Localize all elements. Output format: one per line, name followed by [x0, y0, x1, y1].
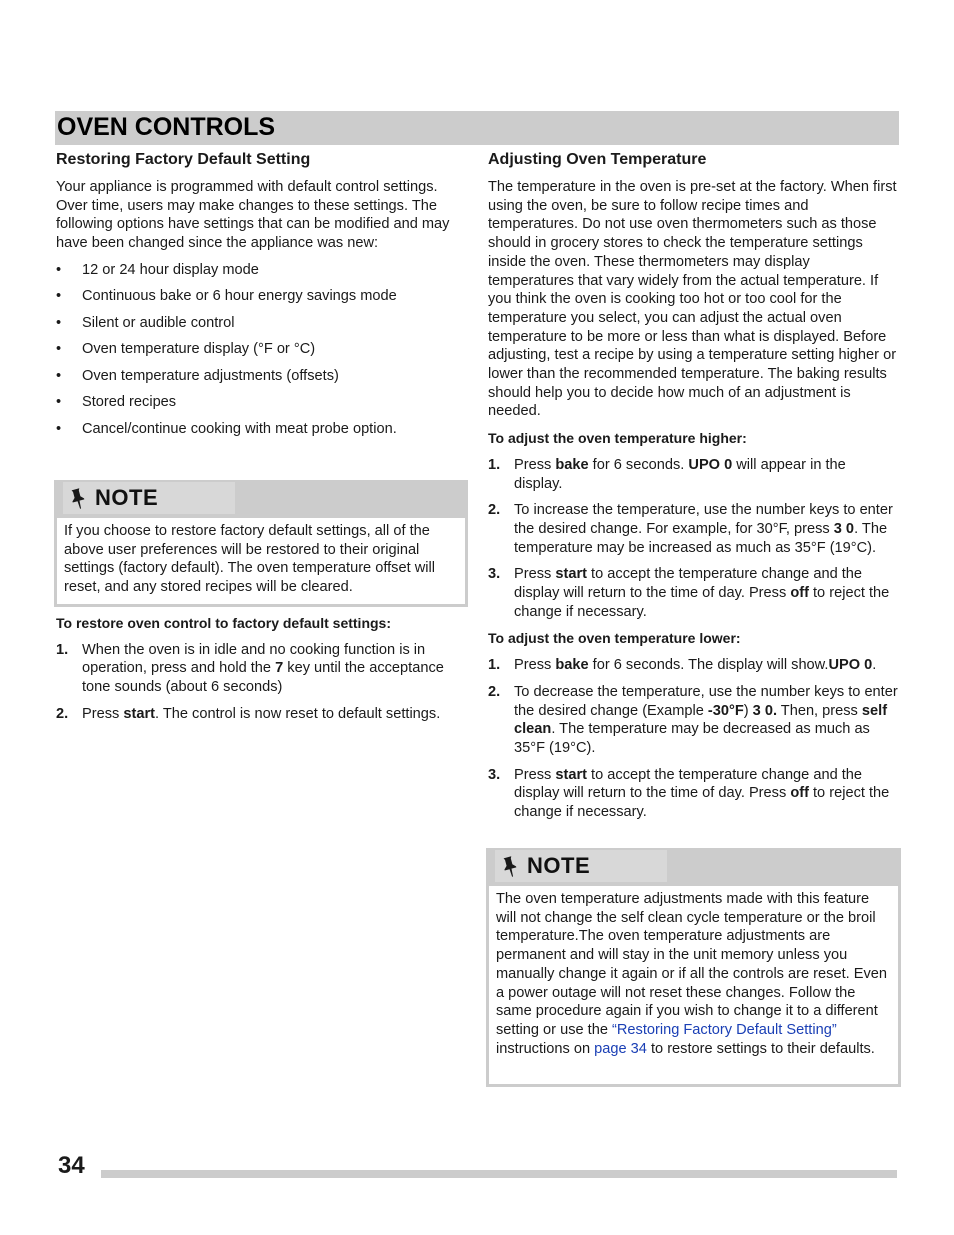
bullet-icon: •: [56, 261, 62, 278]
restore-steps-section: [56, 614, 466, 732]
bullet-icon: •: [56, 314, 62, 331]
section-header-bar: [55, 111, 899, 145]
bullet-icon: •: [56, 288, 62, 305]
restore-steps-heading: To restore oven control to factory default settings:: [56, 615, 392, 631]
page-34-link[interactable]: page 34: [594, 1040, 647, 1057]
list-item: 3. Press start to accept the temperature change and the display will return to the time of day. Press off to reject the change if necessary.: [488, 566, 890, 620]
pushpin-icon: [69, 488, 87, 510]
list-item: • Cancel/continue cooking with meat probe option.: [56, 420, 397, 437]
restore-defaults-heading: Restoring Factory Default Setting: [56, 151, 311, 168]
note-label: NOTE: [95, 485, 159, 510]
list-item: 2. To decrease the temperature, use the number keys to enter the desired change (Example -30°F) 3 0. Then, press self clean. The temperature may be decreased as much as 35°F (19°C).: [488, 683, 898, 756]
lower-steps-list: [488, 656, 898, 822]
list-item: 3. Press start to accept the temperature change and the display will return to the time of day. Press off to reject the change if necessary.: [488, 766, 890, 821]
footer-bar: [101, 1170, 897, 1178]
pushpin-icon: [501, 856, 519, 878]
list-item: • 12 or 24 hour display mode: [56, 261, 259, 278]
list-item: 1. Press bake for 6 seconds. UPO 0 will appear in the display.: [488, 456, 846, 492]
note-label: NOTE: [527, 853, 591, 878]
bullet-icon: •: [56, 341, 62, 358]
restore-steps-list: [56, 641, 466, 724]
right-column: [488, 150, 898, 830]
restoring-defaults-link[interactable]: “Restoring Factory Default Setting”: [612, 1021, 837, 1038]
restore-note-text: If you choose to restore factory default settings, all of the above user preferences will be restored to their original settings (factory default). The oven temperature offset will reset, and any stored recipes will be cleared.: [64, 523, 435, 596]
restore-defaults-intro: Your appliance is programmed with default control settings. Over time, users may make changes to these settings. The following options have settings that can be modified and may have been changed since the appliance was new:: [56, 179, 450, 252]
bullet-icon: •: [56, 394, 62, 411]
list-item: • Stored recipes: [56, 394, 177, 411]
settings-list: [56, 261, 466, 439]
adjust-note-text: The oven temperature adjustments made with this feature will not change the self clean cycle temperature or the broil temperature.The oven temperature adjustments are permanent and will stay in the unit memory unless you manually change it again or if all the controls are reset. Even a power outage will not reset these changes. Follow the same procedure again if you wish to change it to a different setting or use the “Restoring Factory Default Setting” instructions on page 34 to restore settings to their defaults.: [496, 891, 888, 1057]
note-header: [489, 848, 898, 886]
adjust-temp-heading: Adjusting Oven Temperature: [488, 151, 707, 168]
note-header: [57, 480, 465, 518]
adjust-temp-intro: The temperature in the oven is pre-set at the factory. When first using the oven, be sure to follow recipe times and temperatures. Do not use oven thermometers such as those should in grocery stores to check the temperature settings inside the oven. These thermometers may display temperatures that vary widely from the actual temperature. If you think the oven is cooking too hot or too cool for the temperature you select, you can adjust the actual oven temperature to be more or less than what is displayed. Before adjusting, test a recipe by using a temperature setting higher or lower than the recommended temperature. The baking results should help you to decide how much of an adjustment is needed.: [488, 179, 897, 420]
list-item: • Continuous bake or 6 hour energy savings mode: [56, 288, 397, 305]
bullet-icon: •: [56, 420, 62, 437]
list-item: 1. When the oven is in idle and no cooking function is in operation, press and hold the 7 key until the acceptance tone sounds (about 6 seconds): [56, 641, 444, 696]
section-title: OVEN CONTROLS: [57, 113, 276, 141]
note-header-tab: [63, 482, 235, 514]
page-number: 34: [58, 1152, 85, 1179]
list-item: • Silent or audible control: [56, 314, 235, 331]
adjust-note-box: [486, 848, 901, 1087]
restore-note-box: [54, 480, 468, 607]
higher-steps-list: [488, 456, 898, 622]
list-item: 2. To increase the temperature, use the number keys to enter the desired change. For example, for 30°F, press 3 0. The temperature may be increased as much as 35°F (19°C).: [488, 502, 893, 556]
higher-heading: To adjust the oven temperature higher:: [488, 430, 747, 447]
left-column: [56, 150, 466, 446]
list-item: • Oven temperature adjustments (offsets): [56, 367, 339, 384]
list-item: 1. Press bake for 6 seconds. The display will show.UPO 0.: [488, 657, 877, 674]
list-item: • Oven temperature display (°F or °C): [56, 341, 316, 358]
list-item: 2. Press start. The control is now reset to default settings.: [56, 705, 441, 722]
note-header-tab: [495, 850, 667, 882]
bullet-icon: •: [56, 367, 62, 384]
lower-heading: To adjust the oven temperature lower:: [488, 630, 741, 647]
